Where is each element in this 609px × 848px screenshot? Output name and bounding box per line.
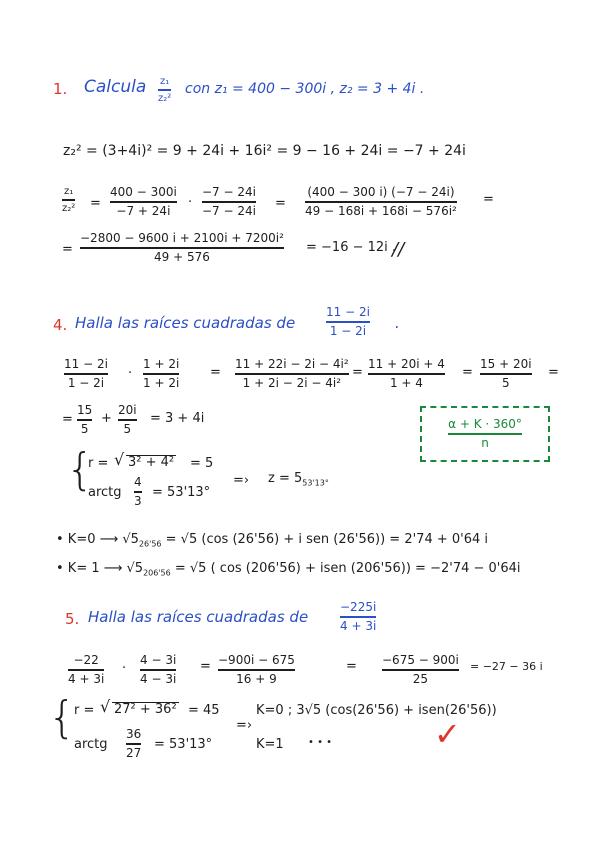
modulus-label: r = [74,703,95,718]
exercise-4-number: 4. [53,316,68,334]
ex1-frac-c: −7 − 24i −7 − 24i [202,185,256,218]
fraction-numerator: z₁ [160,76,170,87]
exercise-1-title: Calcula [84,77,147,97]
radicand: 3² + 4² [128,455,175,470]
equals-sign: = [210,365,221,380]
ex1-frac-d: (400 − 300 i) (−7 − 24i) 49 − 168i + 168i − 576i² [305,185,457,218]
equals-sign: = [346,659,357,674]
ex4-frac-a: 11 − 2i 1 − 2i [64,357,108,390]
exercise-1-statement: con z₁ = 400 − 300i , z₂ = 3 + 4i . [185,81,425,97]
equals-sign: = [62,412,73,427]
dot-operator: · [188,195,193,210]
arctg-label: arctg [88,485,122,500]
equals-sign: = [62,242,73,257]
dot-operator: · [122,661,127,676]
ex1-result: = −16 − 12i . [306,240,397,255]
left-brace: { [48,692,76,743]
modulus-result: = 45 [188,703,220,718]
equals-sign: = [275,196,286,211]
check-mark-icon: ✓ [434,715,461,753]
plus-sign: + [101,411,112,426]
ex5-frac-d: −675 − 900i 25 [382,653,459,686]
ex5-frac-a: −22 4 + 3i [68,653,105,686]
exercise-4-title: Halla las raíces cuadradas de [75,314,296,332]
equals-sign: = [548,365,559,380]
period: . [395,314,400,332]
implies-arrow: =› [236,718,253,733]
equals-sign: = [352,365,363,380]
arctg-label: arctg [74,737,108,752]
ex4-simplified: = 3 + 4i [150,411,205,426]
root-k0: K=0 ; 3√5 (cos(26'56) + isen(26'56)) [256,703,497,718]
polar-form: $z = 5_{53'13^\circ}$ [268,471,329,488]
root-k0: • K=0 ⟶ $√5_{26'56} = √5$ (cos (26'56) + i sen (26'56)) = 2'74 + 0'64 i [56,532,488,549]
exercise-5-fraction: −225i 4 + 3i [340,600,377,633]
modulus-label: r = [88,456,109,471]
root-angle-formula: $\frac{\alpha + K \cdot 360^\circ}{n}$ [448,417,522,450]
ex1-frac-b: 400 − 300i −7 + 24i [110,185,177,218]
ex1-line-z2-squared: z₂² = (3+4i)² = 9 + 24i + 16i² = 9 − 16 + 24i = −7 + 24i [63,143,466,159]
ex4-frac-c: 11 + 22i − 2i − 4i² 1 + 2i − 2i − 4i² [235,357,349,390]
ex1-frac-e: −2800 − 9600 i + 2100i + 7200i² 49 + 576 [80,231,284,264]
ex4-frac-g: 20i 5 [118,403,137,436]
formula-box [420,406,550,462]
ex4-frac-d: 11 + 20i + 4 1 + 4 [368,357,445,390]
root-k1: K=1 [256,737,284,752]
ex4-frac-f: 15 5 [77,403,93,436]
arctg-fraction: 36 27 [126,727,142,760]
fraction-denominator: z₂² [158,92,172,104]
sqrt-symbol: √ [114,450,125,469]
left-brace: { [66,444,94,495]
ex4-frac-e: 15 + 20i 5 [480,357,532,390]
ex5-frac-c: −900i − 675 16 + 9 [218,653,295,686]
ex5-frac-b: 4 − 3i 4 − 3i [140,653,177,686]
ex5-simplified: = −27 − 36 i [470,660,543,673]
equals-sign: = [90,196,101,211]
equals-sign: = [483,192,494,207]
sqrt-symbol: √ [100,697,111,716]
equals-sign: = [462,365,473,380]
equals-sign: = [200,659,211,674]
result-double-slash-mark: // [392,239,405,260]
argument-result: = 53'13° [154,737,213,752]
root-k1: • K= 1 ⟶ $√5_{206'56} = √5$ ( cos (206'56) + isen (206'56)) = −2'74 − 0'64i [56,561,521,578]
arctg-fraction: 4 3 [134,475,142,508]
exercise-1-number: 1. [53,80,68,98]
ellipsis: • • • [308,737,333,748]
argument-result: = 53'13° [152,485,211,500]
exercise-4-fraction: 11 − 2i 1 − 2i [326,305,370,338]
exercise-5-title: Halla las raíces cuadradas de [88,608,309,626]
ex1-frac-a: z₁ z₂² [62,186,76,214]
radicand: 27² + 36² [114,702,177,717]
ex4-frac-b: 1 + 2i 1 + 2i [143,357,180,390]
exercise-1-fraction [158,76,171,104]
exercise-5-number: 5. [65,610,80,628]
dot-operator: · [128,366,133,381]
modulus-result: = 5 [190,456,214,471]
implies-arrow: =› [233,473,250,488]
